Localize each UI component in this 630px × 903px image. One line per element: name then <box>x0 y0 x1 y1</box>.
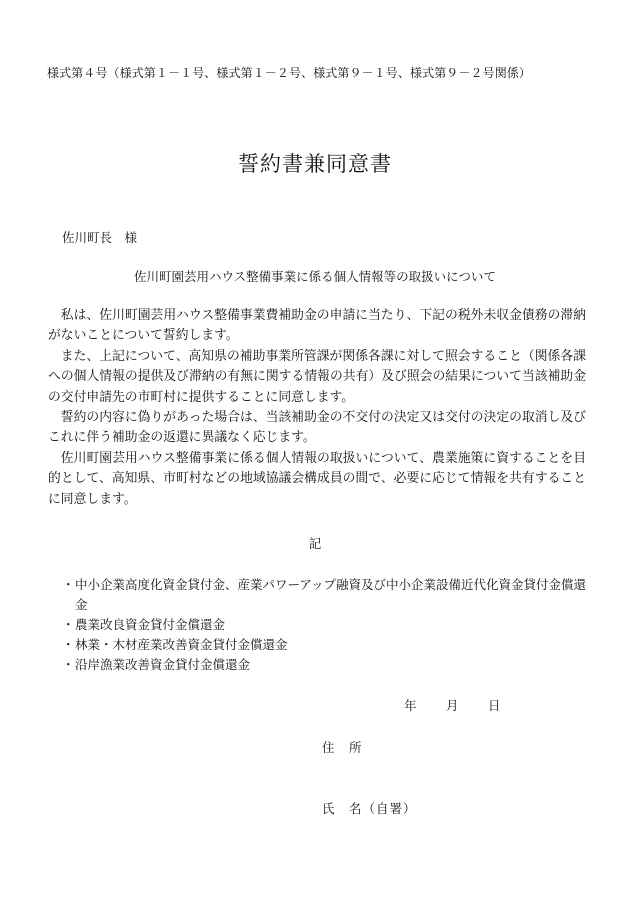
subject-line: 佐川町園芸用ハウス整備事業に係る個人情報等の取扱いについて <box>134 269 496 284</box>
date-month-label: 月 <box>446 698 459 713</box>
date-year-label: 年 <box>404 698 417 713</box>
list-item <box>62 575 587 615</box>
paragraph-consent-inquiry: また、上記について、高知県の補助事業所管課が関係各課に対して照会すること（関係各課への個人情報の提供及び滞納の有無に関する情報の共有）及び照会の結果について当該補助金の交付申請先の市町村に提供することに同意します。 <box>48 348 586 405</box>
ki-heading: 記 <box>308 536 322 551</box>
list-item-text: 農業改良資金貸付金償還金 <box>75 617 226 632</box>
list-item-text: 沿岸漁業改善資金貸付金償還金 <box>75 657 251 672</box>
bullet-mark: ・ <box>62 657 75 672</box>
bullet-mark: ・ <box>62 637 75 652</box>
bullet-mark: ・ <box>62 577 75 592</box>
addressee: 佐川町長 様 <box>62 230 138 245</box>
paragraph-information-sharing: 佐川町園芸用ハウス整備事業に係る個人情報の取扱いについて、農業施策に資することを目的として、高知県、市町村などの地域協議会構成員の間で、必要に応じて情報を共有することに同意します。 <box>48 450 586 507</box>
body-text <box>48 306 586 510</box>
paragraph-false-statement: 誓約の内容に偽りがあった場合は、当該補助金の不交付の決定又は交付の決定の取消し及びこれに伴う補助金の返還に異議なく応じます。 <box>48 410 586 446</box>
list-item-text: 中小企業高度化資金貸付金、産業パワーアップ融資及び中小企業設備近代化資金貸付金償還金 <box>75 577 587 612</box>
paragraph-oath: 私は、佐川町園芸用ハウス整備事業費補助金の申請に当たり、下記の税外未収金債務の滞納がないことについて誓約します。 <box>48 308 586 344</box>
date-day-label: 日 <box>488 698 501 713</box>
list-item <box>62 635 587 655</box>
list-item <box>62 615 587 635</box>
date-line <box>404 697 501 714</box>
list-item <box>62 655 587 675</box>
address-label: 住 所 <box>322 740 363 755</box>
list-item-text: 林業・木材産業改善資金貸付金償還金 <box>75 637 288 652</box>
debt-list <box>62 575 587 675</box>
bullet-mark: ・ <box>62 617 75 632</box>
signature-label: 氏 名（自署） <box>322 801 417 816</box>
document-title: 誓約書兼同意書 <box>238 152 392 176</box>
form-number: 様式第４号（様式第１－１号、様式第１－２号、様式第９－１号、様式第９－２号関係） <box>47 66 532 80</box>
